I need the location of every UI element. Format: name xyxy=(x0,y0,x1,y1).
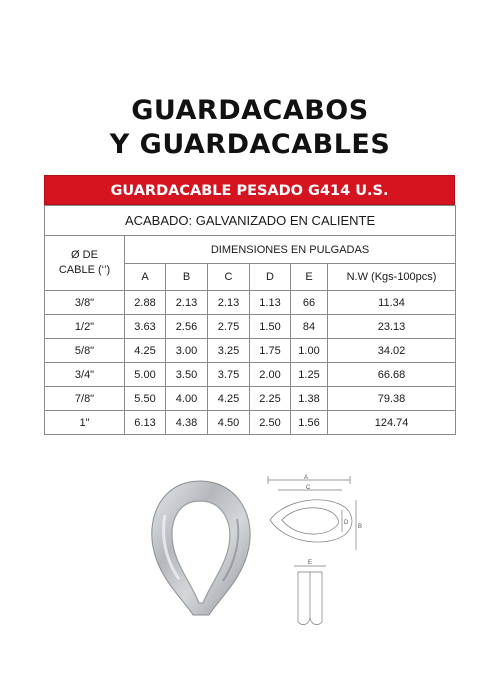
cell-cable: 3/8" xyxy=(45,291,125,315)
cell-d: 1.50 xyxy=(250,315,291,339)
table-row xyxy=(45,363,456,387)
dimensions-header: DIMENSIONES EN PULGADAS xyxy=(125,236,456,264)
col-b-header: B xyxy=(166,264,208,291)
cell-a: 4.25 xyxy=(125,339,166,363)
cell-c: 2.75 xyxy=(208,315,250,339)
cell-cable: 1/2" xyxy=(45,315,125,339)
table-row xyxy=(45,315,456,339)
cell-nw: 124.74 xyxy=(328,411,456,435)
cell-cable: 5/8" xyxy=(45,339,125,363)
cell-a: 5.00 xyxy=(125,363,166,387)
table-row xyxy=(45,411,456,435)
dimension-label-a: A xyxy=(304,475,309,481)
col-a-header: A xyxy=(125,264,166,291)
cell-a: 6.13 xyxy=(125,411,166,435)
cell-e: 1.56 xyxy=(291,411,328,435)
col-nw-header: N.W (Kgs-100pcs) xyxy=(328,264,456,291)
page-title xyxy=(0,94,500,162)
cell-b: 2.13 xyxy=(166,291,208,315)
cell-nw: 66.68 xyxy=(328,363,456,387)
cell-e: 66 xyxy=(291,291,328,315)
cell-b: 3.00 xyxy=(166,339,208,363)
cell-d: 1.13 xyxy=(250,291,291,315)
cell-nw: 11.34 xyxy=(328,291,456,315)
cable-header-label: Ø DE CABLE (‘’) xyxy=(58,249,111,276)
cell-c: 3.25 xyxy=(208,339,250,363)
cell-e: 84 xyxy=(291,315,328,339)
cell-a: 3.63 xyxy=(125,315,166,339)
cell-b: 4.00 xyxy=(166,387,208,411)
finish-row xyxy=(45,206,456,236)
col-e-header: E xyxy=(291,264,328,291)
table-row xyxy=(45,339,456,363)
table-row xyxy=(45,387,456,411)
cell-cable: 7/8" xyxy=(45,387,125,411)
cell-e: 1.38 xyxy=(291,387,328,411)
dimension-label-c: C xyxy=(306,485,311,491)
cell-a: 5.50 xyxy=(125,387,166,411)
cell-c: 4.25 xyxy=(208,387,250,411)
thimble-photo xyxy=(143,475,258,620)
cell-d: 2.00 xyxy=(250,363,291,387)
cell-e: 1.00 xyxy=(291,339,328,363)
title-line-1: GUARDACABOS xyxy=(131,95,369,126)
cell-nw: 79.38 xyxy=(328,387,456,411)
specs-table xyxy=(44,205,456,435)
header-row-1 xyxy=(45,236,456,264)
cell-b: 3.50 xyxy=(166,363,208,387)
cell-a: 2.88 xyxy=(125,291,166,315)
cell-c: 4.50 xyxy=(208,411,250,435)
table-row xyxy=(45,291,456,315)
finish-label: ACABADO: GALVANIZADO EN CALIENTE xyxy=(45,206,456,236)
cell-cable: 1" xyxy=(45,411,125,435)
cell-b: 4.38 xyxy=(166,411,208,435)
cell-nw: 23.13 xyxy=(328,315,456,339)
title-line-2: Y GUARDACABLES xyxy=(109,129,391,160)
dimension-label-d: D xyxy=(344,520,349,526)
col-c-header: C xyxy=(208,264,250,291)
cell-d: 2.25 xyxy=(250,387,291,411)
product-banner: GUARDACABLE PESADO G414 U.S. xyxy=(44,175,455,205)
cable-diameter-header xyxy=(45,236,125,291)
thimble-dimension-drawing xyxy=(258,472,373,632)
col-d-header: D xyxy=(250,264,291,291)
dimension-label-b: B xyxy=(358,524,363,530)
cell-nw: 34.02 xyxy=(328,339,456,363)
cell-d: 2.50 xyxy=(250,411,291,435)
cell-b: 2.56 xyxy=(166,315,208,339)
cell-c: 3.75 xyxy=(208,363,250,387)
dimension-label-e: E xyxy=(308,560,313,566)
cell-e: 1.25 xyxy=(291,363,328,387)
cell-cable: 3/4" xyxy=(45,363,125,387)
cell-c: 2.13 xyxy=(208,291,250,315)
cell-d: 1.75 xyxy=(250,339,291,363)
